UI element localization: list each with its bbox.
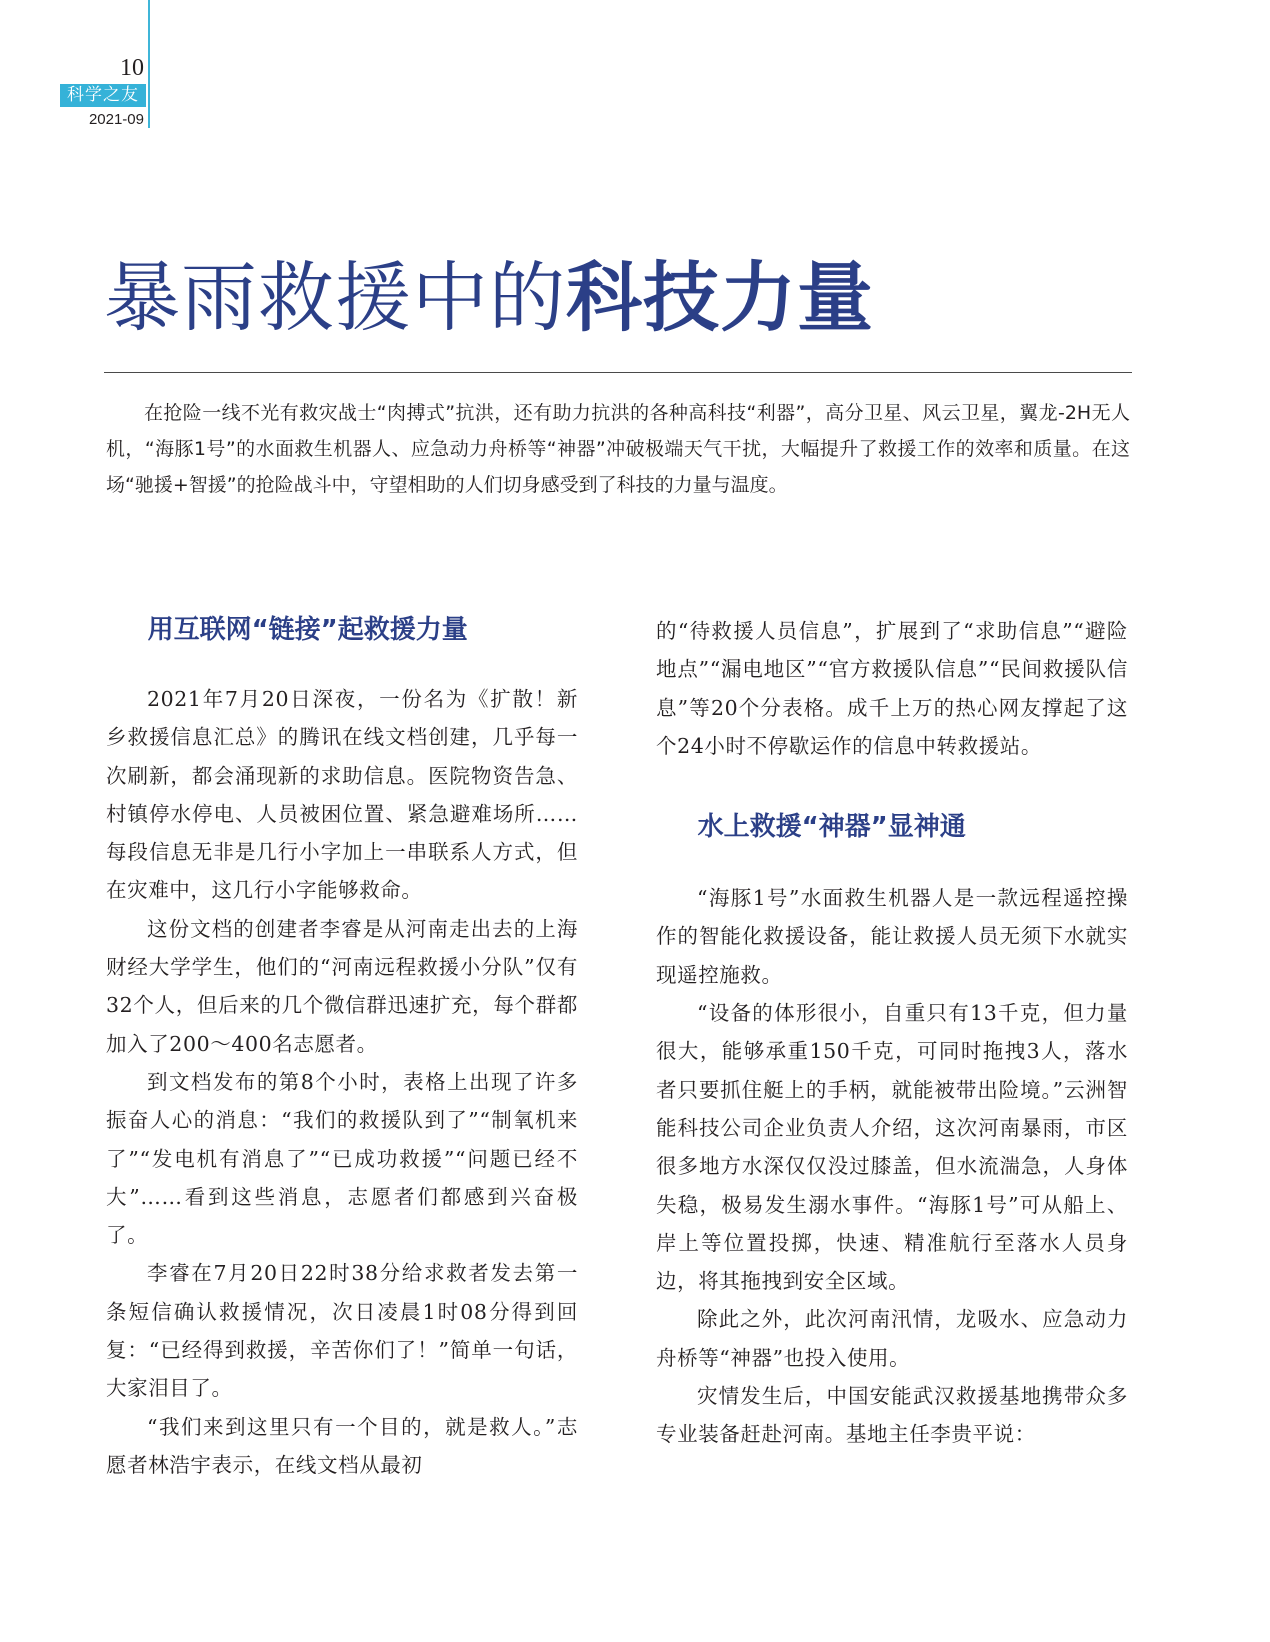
article-lead: 在抢险一线不光有救灾战士“肉搏式”抗洪，还有助力抗洪的各种高科技“利器”，高分卫星、风云卫星，翼龙-2H无人机，“海豚1号”的水面救生机器人、应急动力舟桥等“神器”冲破极端天气干扰，大幅提升了救援工作的效率和质量。在这场“驰援+智援”的抢险战斗中，守望相助的人们切身感受到了科技的力量与温度。 bbox=[106, 402, 1130, 496]
section2-paragraph-3: 除此之外，此次河南汛情，龙吸水、应急动力舟桥等“神器”也投入使用。 bbox=[656, 1307, 1128, 1370]
section1-paragraph-5: “我们来到这里只有一个目的，就是救人。”志愿者林浩宇表示，在线文档从最初 bbox=[106, 1414, 578, 1477]
right-column bbox=[656, 612, 1128, 1454]
issue-date: 2021-09 bbox=[88, 111, 144, 128]
article-title bbox=[104, 253, 874, 342]
title-bold: 科技力量 bbox=[566, 253, 874, 342]
left-column bbox=[106, 612, 578, 1484]
section2-paragraph-2: “设备的体形很小，自重只有13千克，但力量很大，能够承重150千克，可同时拖拽3人，落水者只要抓住艇上的手柄，就能被带出险境。”云洲智能科技公司企业负责人介绍，这次河南暴雨，市区很多地方水深仅仅没过膝盖，但水流湍急，人身体失稳，极易发生溺水事件。“海豚1号”可从船上、岸上等位置投掷，快速、精准航行至落水人员身边，将其拖拽到安全区域。 bbox=[656, 1001, 1128, 1294]
section2-paragraph-1: “海豚1号”水面救生机器人是一款远程遥控操作的智能化救援设备，能让救援人员无须下水就实现遥控施救。 bbox=[656, 886, 1128, 987]
section1-paragraph-4: 李睿在7月20日22时38分给求救者发去第一条短信确认救援情况，次日凌晨1时08分得到回复：“已经得到救援，辛苦你们了！”简单一句话，大家泪目了。 bbox=[106, 1261, 578, 1401]
section1-heading: 用互联网“链接”起救援力量 bbox=[147, 615, 468, 645]
title-light: 暴雨救援中的 bbox=[104, 253, 566, 342]
section2-heading: 水上救援“神器”显神通 bbox=[697, 812, 966, 843]
header-accent-line bbox=[148, 0, 150, 128]
section1-paragraph-3: 到文档发布的第8个小时，表格上出现了许多振奋人心的消息：“我们的救援队到了”“制氧机来了”“发电机有消息了”“已成功救援”“问题已经不大”……看到这些消息，志愿者们都感到兴奋极了。 bbox=[106, 1069, 578, 1248]
magazine-name-badge: 科学之友 bbox=[60, 84, 146, 107]
page-number: 10 bbox=[120, 55, 144, 81]
section1-paragraph-2: 这份文档的创建者李睿是从河南走出去的上海财经大学学生，他们的“河南远程救援小分队”仅有32个人，但后来的几个微信群迅速扩充，每个群都加入了200～400名志愿者。 bbox=[106, 916, 578, 1056]
title-divider bbox=[104, 372, 1132, 373]
section1-continuation: 的“待救援人员信息”，扩展到了“求助信息”“避险地点”“漏电地区”“官方救援队信息”“民间救援队信息”等20个分表格。成千上万的热心网友撑起了这个24小时不停歇运作的信息中转救援站。 bbox=[656, 619, 1128, 758]
section2-paragraph-4: 灾情发生后，中国安能武汉救援基地携带众多专业装备赶赴河南。基地主任李贵平说： bbox=[656, 1384, 1128, 1447]
section1-paragraph-1: 2021年7月20日深夜，一份名为《扩散！新乡救援信息汇总》的腾讯在线文档创建，几乎每一次刷新，都会涌现新的求助信息。医院物资告急、村镇停水停电、人员被困位置、紧急避难场所……每段信息无非是几行小字加上一串联系人方式，但在灾难中，这几行小字能够救命。 bbox=[106, 687, 578, 903]
